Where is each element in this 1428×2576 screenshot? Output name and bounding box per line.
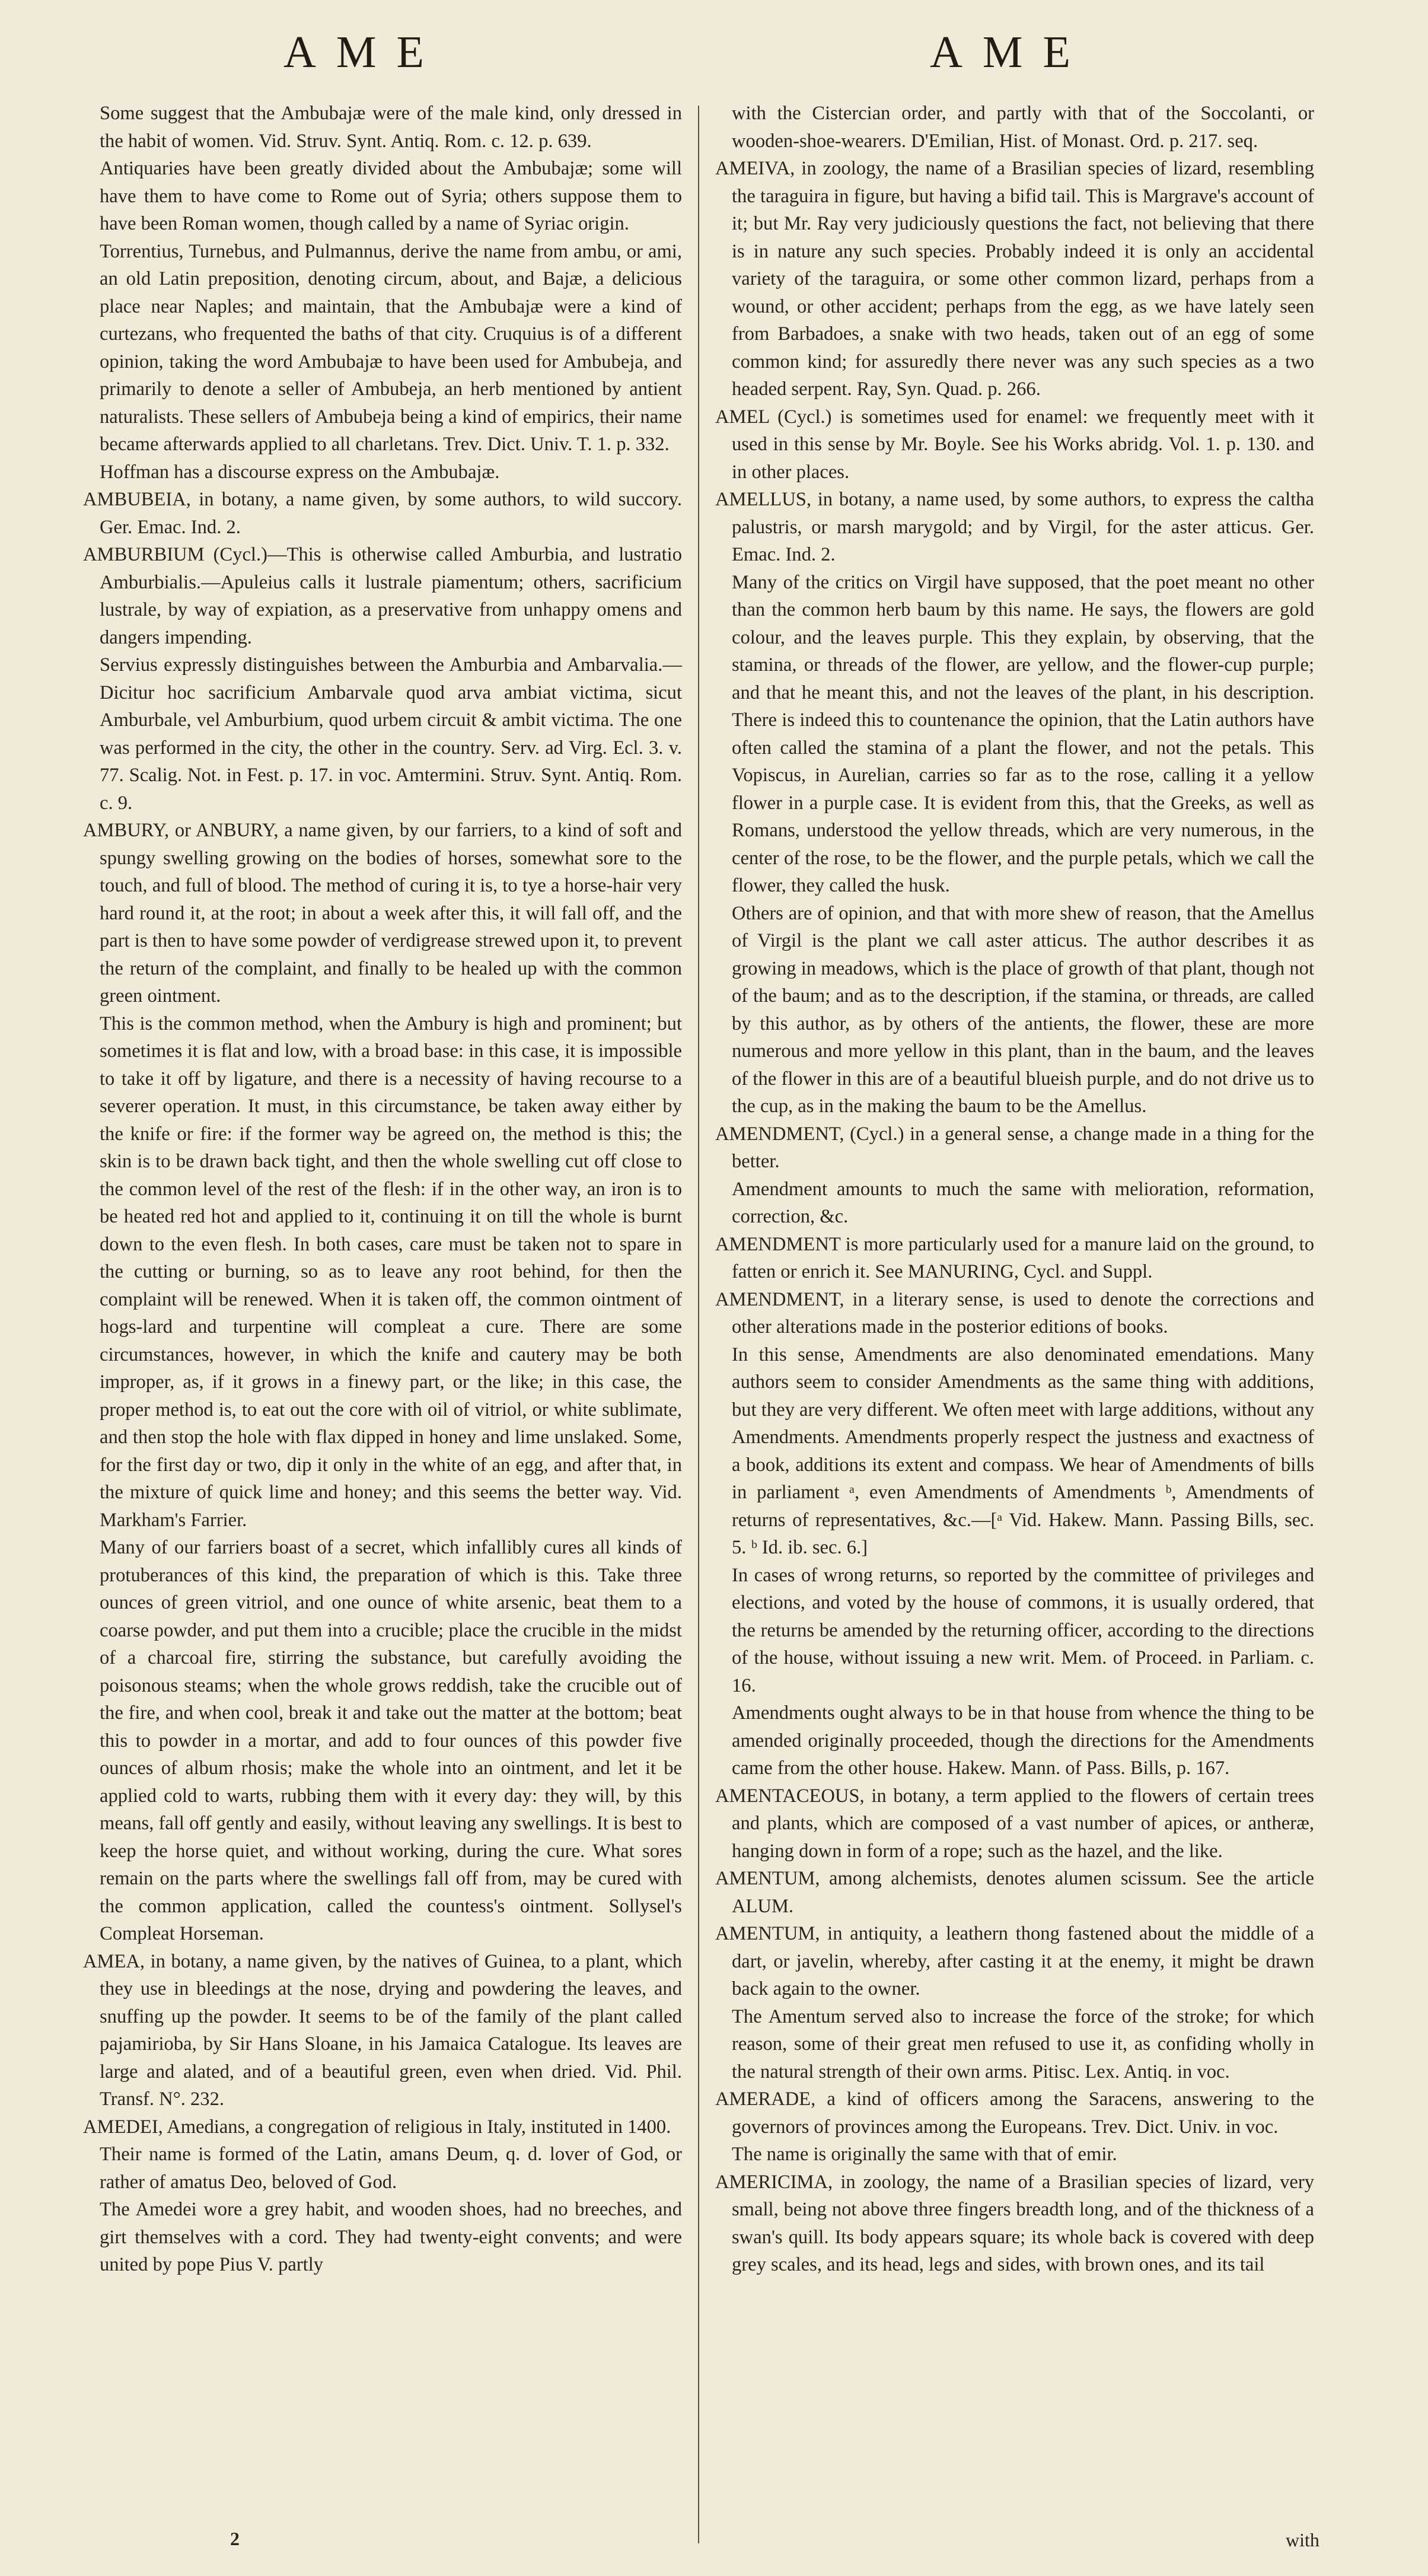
dictionary-entry: AMBUBEIA, in botany, a name given, by some authors, to wild succory. Ger. Emac. Ind. 2. <box>83 489 682 538</box>
dictionary-entry: AMENDMENT is more particularly used for a manure laid on the ground, to fatten or enrich it. See MANURING, Cycl. and Suppl. <box>715 1233 1314 1282</box>
dictionary-entry: AMBURY, or ANBURY, a name given, by our farriers, to a kind of soft and spungy swelling growing on the bodies of horses, somewhat sore to the touch, and full of blood. The method of curing it is, to tye a horse-hair very hard round it, at the root; in about a week after this, it will fall off, and the part is then to have some powder of verdigrease strewed upon it, to prevent the return of the complaint, and finally to be healed up with the common green ointment. <box>83 820 682 1007</box>
paragraph: Hoffman has a discourse express on the Ambubajæ. <box>100 461 500 483</box>
paragraph: Amendments ought always to be in that house from whence the thing to be amended originally proceeded, though the directions for the Amendments came from the other house. Hakew. Mann. of Pass. Bills, p. 167. <box>732 1702 1314 1779</box>
dictionary-entry: AMEL (Cycl.) is sometimes used for enamel: we frequently meet with it used in this sense by Mr. Boyle. See his Works abridg. Vol. 1. p. 130. and in other places. <box>715 406 1314 483</box>
dictionary-entry: AMERADE, a kind of officers among the Saracens, answering to the governors of provinces among the Europeans. Trev. Dict. Univ. in voc. <box>715 2088 1314 2138</box>
running-head-left: AME <box>283 27 444 77</box>
paragraph: The Amentum served also to increase the force of the stroke; for which reason, some of their great men refused to use it, as confiding wholly in the natural strength of their own arms. Pitisc. Lex. Antiq. in voc. <box>732 2005 1314 2083</box>
paragraph: The Amedei wore a grey habit, and wooden shoes, had no breeches, and girt themselves with a cord. They had twenty-eight convents; and were united by pope Pius V. partly <box>100 2199 682 2275</box>
paragraph: Antiquaries have been greatly divided about the Ambubajæ; some will have them to have come to Rome out of Syria; others suppose them to have been Roman women, though called by a name of Syriac origin. <box>100 158 682 234</box>
dictionary-entry: AMELLUS, in botany, a name used, by some authors, to express the caltha palustris, or marsh marygold; and by Virgil, for the aster atticus. Ger. Emac. Ind. 2. <box>715 489 1314 565</box>
dictionary-entry: AMENTACEOUS, in botany, a term applied to the flowers of certain trees and plants, which are composed of a vast number of apices, or antheræ, hanging down in form of a rope; such as the hazel, and the like. <box>715 1785 1314 1862</box>
paragraph: This is the common method, when the Ambury is high and prominent; but sometimes it is flat and low, with a broad base: in this case, it is impossible to take it off by ligature, and there is a necessity of having recourse to a severer operation. It must, in this circumstance, be taken away either by the knife or fire: if the former way be agreed on, the method is this; the skin is to be drawn back tight, and then the whole swelling cut off close to the common level of the rest of the flesh: if in the other way, an iron is to be heated red hot and applied to it, continuing it on till the whole is burnt down to the even flesh. In both cases, care must be taken not to spare in the cutting or burning, so as to leave any root behind, for then the complaint will be renewed. When it is taken off, the common ointment of hogs-lard and turpentine will compleat a cure. There are some circumstances, however, in which the knife and cautery may be both improper, as, if it grows in a finewy part, or the like; in this case, the proper method is, to eat out the core with oil of vitriol, or white sublimate, and then stop the hole with flax dipped in honey and lime unslaked. Some, for the first day or two, dip it only in the white of an egg, and after that, in the mixture of quick lime and honey; and this seems the better way. Vid. Markham's Farrier. <box>100 1012 682 1531</box>
column-divider <box>698 106 699 2543</box>
catchword: with <box>1286 2529 1319 2550</box>
paragraph: Their name is formed of the Latin, amans Deum, q. d. lover of God, or rather of amatus Deo, beloved of God. <box>100 2144 682 2193</box>
dictionary-entry: AMENTUM, in antiquity, a leathern thong fastened about the middle of a dart, or javelin, whereby, after casting it at the enemy, it might be drawn back again to the owner. <box>715 1923 1314 1999</box>
paragraph: with the Cistercian order, and partly with that of the Soccolanti, or wooden-shoe-wearers. D'Emilian, Hist. of Monast. Ord. p. 217. seq. <box>732 103 1314 152</box>
dictionary-entry: AMENTUM, among alchemists, denotes alumen scissum. See the article ALUM. <box>715 1868 1314 1917</box>
paragraph: Many of our farriers boast of a secret, which infallibly cures all kinds of protuberances of this kind, the preparation of which is this. Take three ounces of green vitriol, and one ounce of white arsenic, beat them to a coarse powder, and put them into a crucible; place the crucible in the midst of a charcoal fire, stirring the substance, but carefully avoiding the poisonous steams; when the whole grows reddish, take the crucible out of the fire, and when cool, break it and take out the matter at the bottom; beat this to powder in a mortar, and add to four ounces of this powder five ounces of album rhosis; make the whole into an ointment, and let it be applied cold to warts, rubbing them with it every day: they will, by this means, fall off gently and easily, without leaving any swellings. It is best to keep the horse quiet, and without working, during the cure. What sores remain on the parts where the swellings fall off from, may be cured with the common application, called the countess's ointment. Sollysel's Compleat Horseman. <box>100 1537 682 1944</box>
dictionary-entry: AMENDMENT, in a literary sense, is used to denote the corrections and other alterations made in the posterior editions of books. <box>715 1288 1314 1338</box>
right-column <box>715 100 1314 2279</box>
running-head-right: AME <box>930 27 1091 77</box>
paragraph: Amendment amounts to much the same with melioration, reformation, correction, &c. <box>732 1178 1314 1227</box>
paragraph: Some suggest that the Ambubajæ were of the male kind, only dressed in the habit of women. Vid. Struv. Synt. Antiq. Rom. c. 12. p. 639. <box>100 103 682 152</box>
dictionary-entry: AMEA, in botany, a name given, by the natives of Guinea, to a plant, which they use in bleedings at the nose, drying and powdering the leaves, and snuffing up the powder. It seems to be of the family of the plant called pajamirioba, by Sir Hans Sloane, in his Jamaica Catalogue. Its leaves are large and alated, and of a beautiful green, even when dried. Vid. Phil. Transf. N°. 232. <box>83 1950 682 2110</box>
dictionary-entry: AMEDEI, Amedians, a congregation of religious in Italy, instituted in 1400. <box>83 2116 671 2138</box>
paragraph: The name is originally the same with that of emir. <box>732 2144 1117 2165</box>
dictionary-entry: AMERICIMA, in zoology, the name of a Brasilian species of lizard, very small, being not above three fingers breadth long, and of the thickness of a swan's quill. Its body appears square; its whole back is covered with deep grey scales, and its head, legs and sides, with brown ones, and its tail <box>715 2171 1314 2275</box>
paragraph: Torrentius, Turnebus, and Pulmannus, derive the name from ambu, or ami, an old Latin preposition, denoting circum, about, and Bajæ, a delicious place near Naples; and maintain, that the Ambubajæ were a kind of curtezans, who frequented the baths of that city. Cruquius is of a different opinion, taking the word Ambubajæ to have been used for Ambubeja, and primarily to denote a seller of Ambubeja, an herb mentioned by antient naturalists. These sellers of Ambubeja being a kind of empirics, their name became afterwards applied to all charletans. Trev. Dict. Univ. T. 1. p. 332. <box>100 240 682 455</box>
paragraph: Many of the critics on Virgil have supposed, that the poet meant no other than the common herb baum by this name. He says, the flowers are gold colour, and the leaves purple. This they explain, by observing, that the stamina, or threads of the flower, are yellow, and the flower-cup purple; and that he meant this, and not the leaves of the plant, in his description. There is indeed this to countenance the opinion, that the Latin authors have often called the stamina of a plant the flower, and not the petals. This Vopiscus, in Aurelian, carries so far as to the rose, calling it a yellow flower in a purple case. It is evident from this, that the Greeks, as well as Romans, understood the yellow threads, which are very numerous, in the center of the rose, to be the flower, and the purple petals, which we call the flower, they called the husk. <box>732 571 1314 896</box>
paragraph: Others are of opinion, and that with more shew of reason, that the Amellus of Virgil is the plant we call aster atticus. The author describes it as growing in meadows, which is the place of growth of that plant, though not of the baum; and as to the description, if the stamina, or threads, are called by this author, as by others of the antients, the flower, these are more numerous and more yellow in this plant, than in the baum, and the leaves of the flower in this are of a beautiful blueish purple, and do not drive us to the cup, as in the making the baum to be the Amellus. <box>732 902 1314 1117</box>
paragraph: Servius expressly distinguishes between the Amburbia and Ambarvalia.—Dicitur hoc sacrificium Ambarvale quod arva ambiat victima, sicut Amburbale, vel Amburbium, quod urbem circuit & ambit victima. The one was performed in the city, the other in the country. Serv. ad Virg. Ecl. 3. v. 77. Scalig. Not. in Fest. p. 17. in voc. Amtermini. Struv. Synt. Antiq. Rom. c. 9. <box>100 654 682 814</box>
paragraph: In this sense, Amendments are also denominated emendations. Many authors seem to consider Amendments as the same thing with additions, but they are very different. We often meet with large additions, without any Amendments. Amendments properly respect the justness and exactness of a book, additions its extent and compass. We hear of Amendments of bills in parliament ᵃ, even Amendments of Amendments ᵇ, Amendments of returns of representatives, &c.—[ᵃ Vid. Hakew. Mann. Passing Bills, sec. 5. ᵇ Id. ib. sec. 6.] <box>732 1343 1314 1558</box>
paragraph: In cases of wrong returns, so reported by the committee of privileges and elections, and voted by the house of commons, it is usually ordered, that the returns be amended by the returning officer, according to the directions of the house, without issuing a new writ. Mem. of Proceed. in Parliam. c. 16. <box>732 1564 1314 1696</box>
dictionary-entry: AMBURBIUM (Cycl.)—This is otherwise called Amburbia, and lustratio Amburbialis.—Apuleius calls it lustrale piamentum; others, sacrificium lustrale, by way of expiation, as a preservative from unhappy omens and dangers impending. <box>83 544 682 648</box>
left-column <box>83 100 682 2279</box>
signature-mark: 2 <box>230 2528 240 2549</box>
dictionary-entry: AMENDMENT, (Cycl.) in a general sense, a change made in a thing for the better. <box>715 1123 1314 1172</box>
dictionary-entry: AMEIVA, in zoology, the name of a Brasilian species of lizard, resembling the taraguira in figure, but having a bifid tail. This is Margrave's account of it; but Mr. Ray very judiciously questions the fact, not believing that there is in nature any such species. Probably indeed it is only an accidental variety of the taraguira, or some other common lizard, perhaps from a wound, or other accident; perhaps from the egg, as we have lately seen from Barbadoes, a snake with two heads, taken out of an egg of some common kind; for assuredly there never was any such species as a two headed serpent. Ray, Syn. Quad. p. 266. <box>715 158 1314 400</box>
